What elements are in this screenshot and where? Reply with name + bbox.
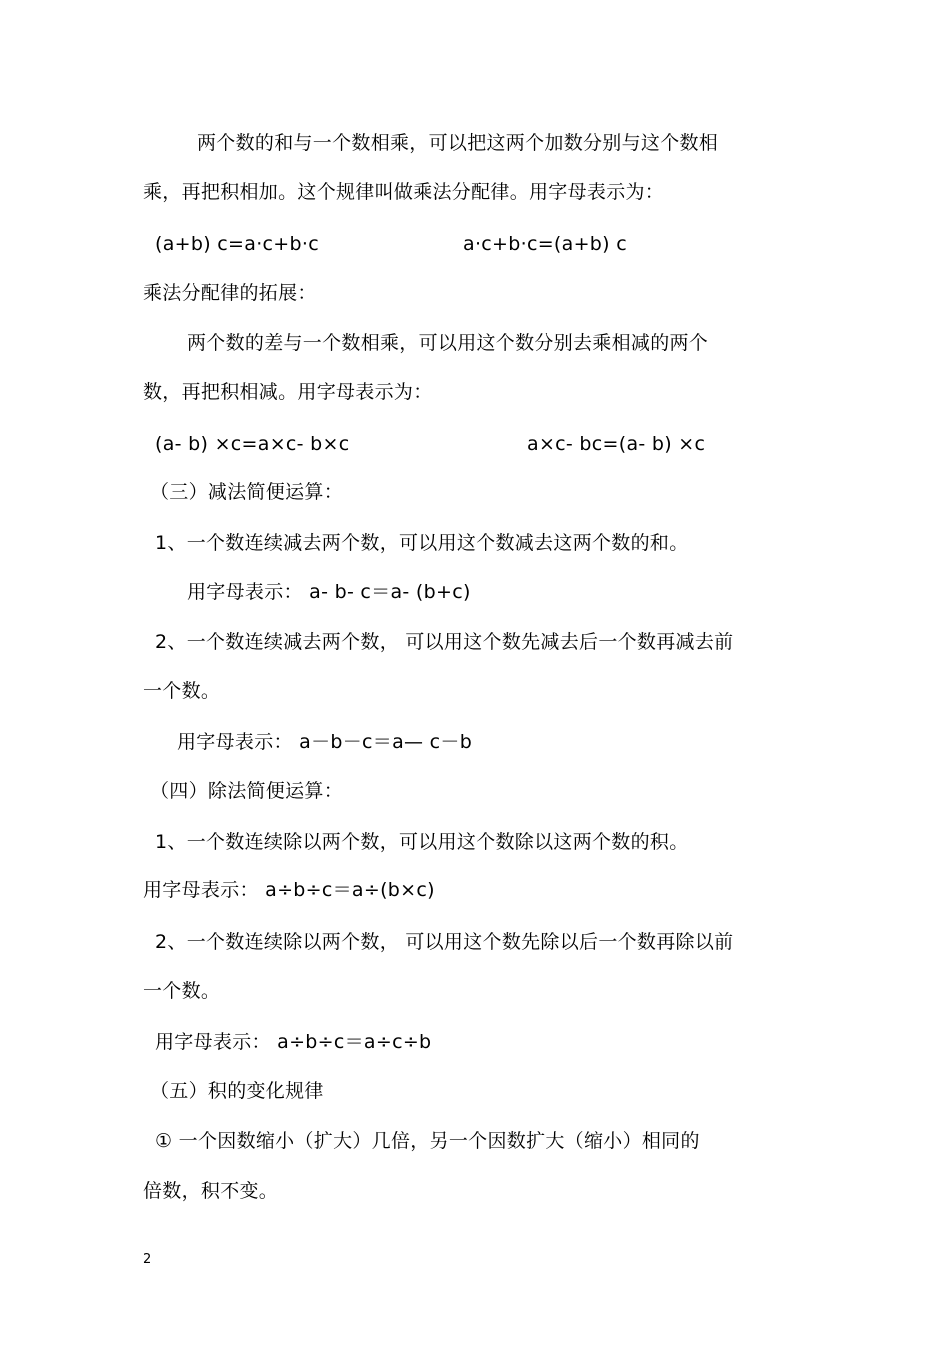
formula-line: 用字母表示： a÷b÷c＝a÷c÷b: [155, 1031, 432, 1053]
formula-line: a×c- bc=(a- b) ×c: [527, 433, 706, 455]
paragraph-line: 2、一个数连续除以两个数， 可以用这个数先除以后一个数再除以前: [155, 931, 734, 953]
paragraph-line: 乘，再把积相加。这个规律叫做乘法分配律。用字母表示为：: [143, 181, 665, 203]
section-heading: （三）减法简便运算：: [150, 481, 344, 503]
paragraph-line: 数，再把积相减。用字母表示为：: [143, 381, 433, 403]
formula-line: 用字母表示： a－b－c＝a— c－b: [177, 731, 473, 753]
paragraph-line: 一个数。: [143, 680, 221, 702]
paragraph-line: 两个数的和与一个数相乘，可以把这两个加数分别与这个数相: [197, 132, 719, 154]
formula-line: (a- b) ×c=a×c- b×c: [155, 433, 350, 455]
formula-line: a·c+b·c=(a+b) c: [463, 233, 627, 255]
paragraph-line: 1、一个数连续减去两个数，可以用这个数减去这两个数的和。: [155, 532, 689, 554]
paragraph-line: 一个数。: [143, 980, 221, 1002]
formula-line: (a+b) c=a·c+b·c: [155, 233, 319, 255]
formula-line: 用字母表示： a÷b÷c＝a÷(b×c): [143, 879, 435, 901]
formula-line: 用字母表示： a- b- c＝a- (b+c): [187, 581, 471, 603]
section-heading: （四）除法简便运算：: [150, 780, 344, 802]
section-heading: 乘法分配律的拓展：: [143, 282, 317, 304]
paragraph-line: ① 一个因数缩小（扩大）几倍，另一个因数扩大（缩小）相同的: [155, 1130, 700, 1152]
paragraph-line: 2、一个数连续减去两个数， 可以用这个数先减去后一个数再减去前: [155, 631, 734, 653]
section-heading: （五）积的变化规律: [150, 1080, 324, 1102]
page-number: 2: [143, 1252, 152, 1267]
paragraph-line: 1、一个数连续除以两个数，可以用这个数除以这两个数的积。: [155, 831, 689, 853]
paragraph-line: 两个数的差与一个数相乘，可以用这个数分别去乘相减的两个: [187, 332, 709, 354]
paragraph-line: 倍数，积不变。: [143, 1180, 279, 1202]
